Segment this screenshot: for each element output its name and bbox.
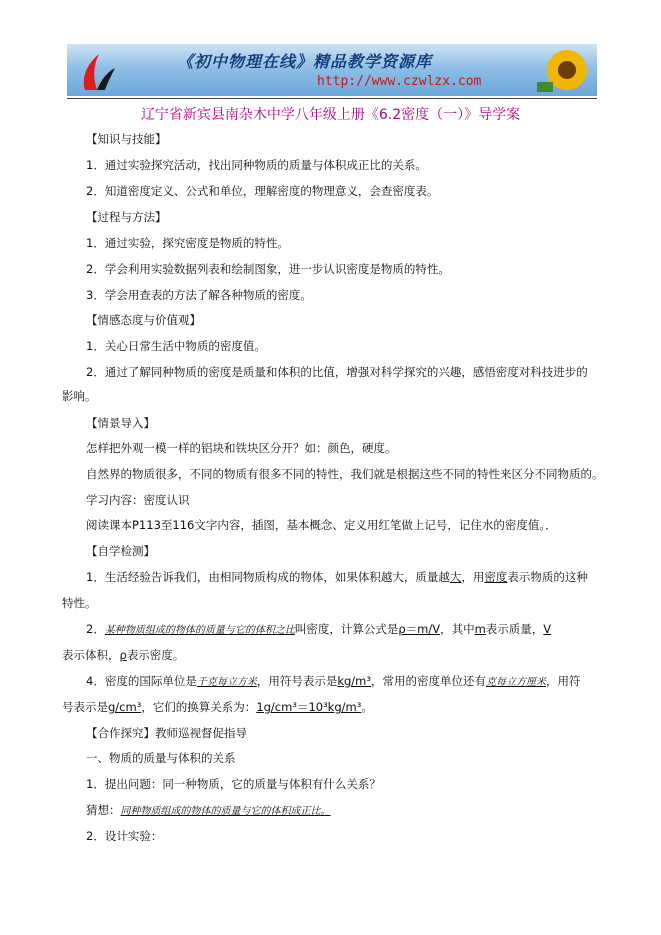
paragraph-continued: 号表示是g/cm³，它们的换算关系为：1g/cm³＝10³kg/m³。	[62, 700, 373, 714]
answer-blank: 1g/cm³＝10³kg/m³	[256, 700, 362, 714]
paragraph: 2．通过了解同种物质的密度是质量和体积的比值，增强对科学探究的兴趣，感悟密度对科技进步的	[86, 365, 588, 379]
answer-blank: kg/m³	[337, 674, 371, 688]
paragraph: 2．学会利用实验数据列表和绘制图象，进一步认识密度是物质的特性。	[86, 262, 450, 276]
paragraph: 猜想：同种物质组成的物体的质量与它的体积成正比。	[86, 803, 331, 817]
handwritten-answer: 克每立方厘米	[485, 677, 546, 688]
paragraph: 1．关心日常生活中物质的密度值。	[86, 339, 266, 353]
paragraph-continued: 特性。	[62, 596, 97, 610]
section-heading: 【知识与技能】	[86, 132, 167, 146]
paragraph: 4．密度的国际单位是千克每立方米，用符号表示是kg/m³，常用的密度单位还有克每立方厘米，用符	[86, 674, 581, 688]
section-heading: 【情景导入】	[86, 416, 155, 430]
paragraph: 3．学会用查表的方法了解各种物质的密度。	[86, 288, 312, 302]
paragraph: 2．知道密度定义、公式和单位，理解密度的物理意义，会查密度表。	[86, 184, 439, 198]
answer-blank: V	[543, 622, 552, 636]
paragraph: 2．某种物质组成的物体的质量与它的体积之比叫密度，计算公式是ρ＝m/V，其中m表示质量，V	[86, 622, 552, 636]
banner-url: http://www.czwlzx.com	[317, 74, 482, 89]
page-title: 辽宁省新宾县南杂木中学八年级上册《6.2密度（一）》导学案	[140, 107, 521, 123]
sunflower-icon	[533, 46, 593, 96]
paragraph-continued: 影响。	[62, 389, 97, 403]
header-banner	[67, 44, 597, 96]
answer-blank: 大	[449, 570, 462, 584]
paragraph: 阅读课本P113至116文字内容，插图，基本概念、定义用红笔做上记号，记住水的密度值。．	[86, 518, 557, 532]
answer-blank: g/cm³	[108, 700, 142, 714]
paragraph: 1．通过实验探究活动，找出同种物质的质量与体积成正比的关系。	[86, 158, 427, 172]
banner-title: 《初中物理在线》精品教学资源库	[177, 52, 433, 71]
paragraph: 1．通过实验，探究密度是物质的特性。	[86, 236, 289, 250]
paragraph: 学习内容：密度认识	[86, 493, 190, 507]
section-heading: 【情感态度与价值观】	[86, 313, 201, 327]
paragraph: 2．设计实验：	[86, 829, 163, 843]
answer-blank: ρ＝m/V	[398, 622, 441, 636]
section-heading: 【过程与方法】	[86, 210, 167, 224]
handwritten-answer: 千克每立方米	[196, 677, 257, 688]
handwritten-answer: 同种物质组成的物体的质量与它的体积成正比。	[120, 806, 331, 817]
logo-icon	[77, 50, 117, 92]
answer-blank: 密度	[484, 570, 508, 584]
paragraph-continued: 表示体积，ρ表示密度。	[62, 648, 185, 662]
subsection-heading: 一、物质的质量与体积的关系	[86, 751, 236, 765]
section-heading: 【自学检测】	[86, 544, 155, 558]
paragraph: 怎样把外观一模一样的铝块和铁块区分开？如：颜色，硬度。	[86, 441, 397, 455]
section-heading: 【合作探究】教师巡视督促指导	[86, 726, 247, 740]
handwritten-answer: 某种物质组成的物体的质量与它的体积之比	[104, 625, 295, 636]
paragraph: 自然界的物质很多，不同的物质有很多不同的特性，我们就是根据这些不同的特性来区分不同物质的。	[86, 467, 604, 481]
paragraph: 1．生活经验告诉我们，由相同物质构成的物体，如果体积越大，质量越大，用密度表示物质的这种	[86, 570, 588, 584]
answer-blank: m	[474, 622, 486, 636]
header-rule	[67, 98, 597, 99]
answer-blank: ρ	[119, 648, 127, 662]
paragraph: 1．提出问题：同一种物质，它的质量与体积有什么关系？	[86, 777, 381, 791]
